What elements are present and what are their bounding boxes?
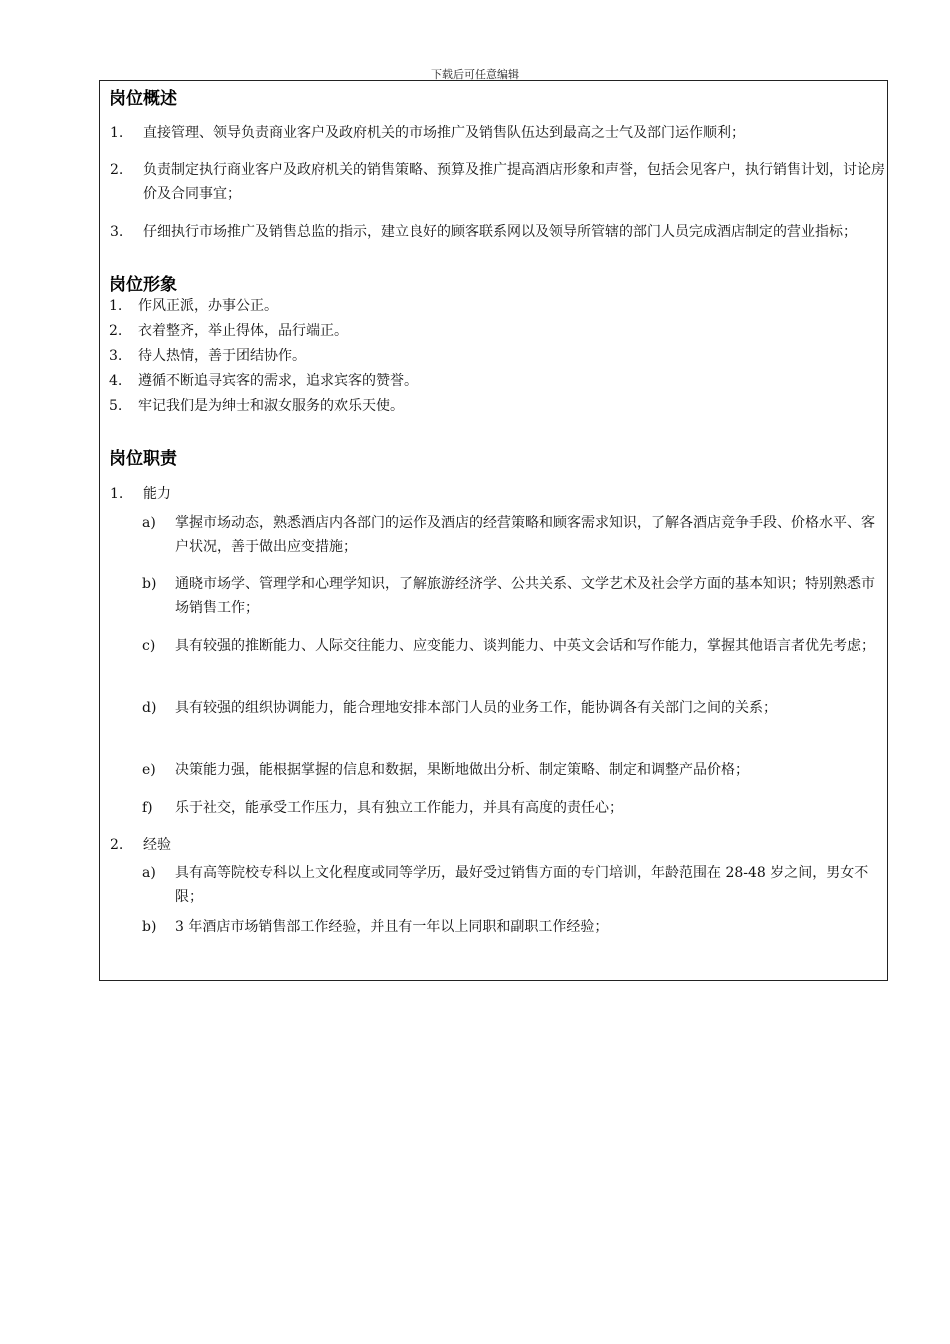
item-text: 具有较强的组织协调能力，能合理地安排本部门人员的业务工作，能协调各有关部门之间的关系； [175,700,777,716]
item-text: 仔细执行市场推广及销售总监的指示，建立良好的顾客联系网以及领导所管辖的部门人员完成酒店制定的营业指标； [143,224,857,240]
image-title: 岗位形象 [109,275,177,295]
item-number: 2. [110,837,124,853]
item-text: 遵循不断追寻宾客的需求，追求宾客的赞誉。 [138,373,418,389]
item-text: 决策能力强，能根据掌握的信息和数据，果断地做出分析、制定策略、制定和调整产品价格； [175,762,749,778]
item-text: 具有较强的推断能力、人际交往能力、应变能力、谈判能力、中英文会话和写作能力，掌握其他语言者优先考虑； [175,638,875,654]
item-number: 2. [110,162,124,178]
page-header: 下载后可任意编辑 [431,68,519,81]
item-number: 3. [109,348,123,364]
item-number: 5. [109,398,123,414]
item-text: 负责制定执行商业客户及政府机关的销售策略、预算及推广提高酒店形象和声誉，包括会见客户，执行销售计划，讨论房价及合同事宜； [143,162,885,202]
item-text: 通晓市场学、管理学和心理学知识，了解旅游经济学、公共关系、文学艺术及社会学方面的基本知识；特别熟悉市场销售工作； [175,576,875,616]
item-text: 3 年酒店市场销售部工作经验，并且有一年以上同职和副职工作经验； [175,919,609,935]
subsection-label: 经验 [143,837,171,853]
subsection-label: 能力 [143,486,171,502]
item-letter: e) [142,762,156,778]
item-text: 直接管理、领导负责商业客户及政府机关的市场推广及销售队伍达到最高之士气及部门运作顺利； [143,125,745,141]
duties-title: 岗位职责 [109,449,177,469]
overview-title: 岗位概述 [109,89,177,109]
item-letter: c) [142,638,156,654]
item-number: 1. [110,125,124,141]
item-text: 衣着整齐，举止得体，品行端正。 [138,323,348,339]
item-text: 掌握市场动态，熟悉酒店内各部门的运作及酒店的经营策略和顾客需求知识，了解各酒店竞争手段、价格水平、客户状况，善于做出应变措施； [175,515,875,555]
item-text: 乐于社交，能承受工作压力，具有独立工作能力，并具有高度的责任心； [175,800,623,816]
item-letter: f) [142,800,153,816]
item-number: 2. [109,323,123,339]
item-letter: a) [142,865,156,881]
item-text: 待人热情，善于团结协作。 [138,348,306,364]
item-number: 1. [109,298,123,314]
item-letter: b) [142,576,157,592]
item-letter: d) [142,700,157,716]
item-number: 4. [109,373,123,389]
content-box [99,80,888,981]
item-text: 具有高等院校专科以上文化程度或同等学历，最好受过销售方面的专门培训，年龄范围在 28-48 岁之间，男女不限； [175,865,869,905]
item-text: 作风正派，办事公正。 [138,298,278,314]
item-number: 3. [110,224,124,240]
item-letter: a) [142,515,156,531]
item-text: 牢记我们是为绅士和淑女服务的欢乐天使。 [138,398,404,414]
item-letter: b) [142,919,157,935]
item-number: 1. [110,486,124,502]
